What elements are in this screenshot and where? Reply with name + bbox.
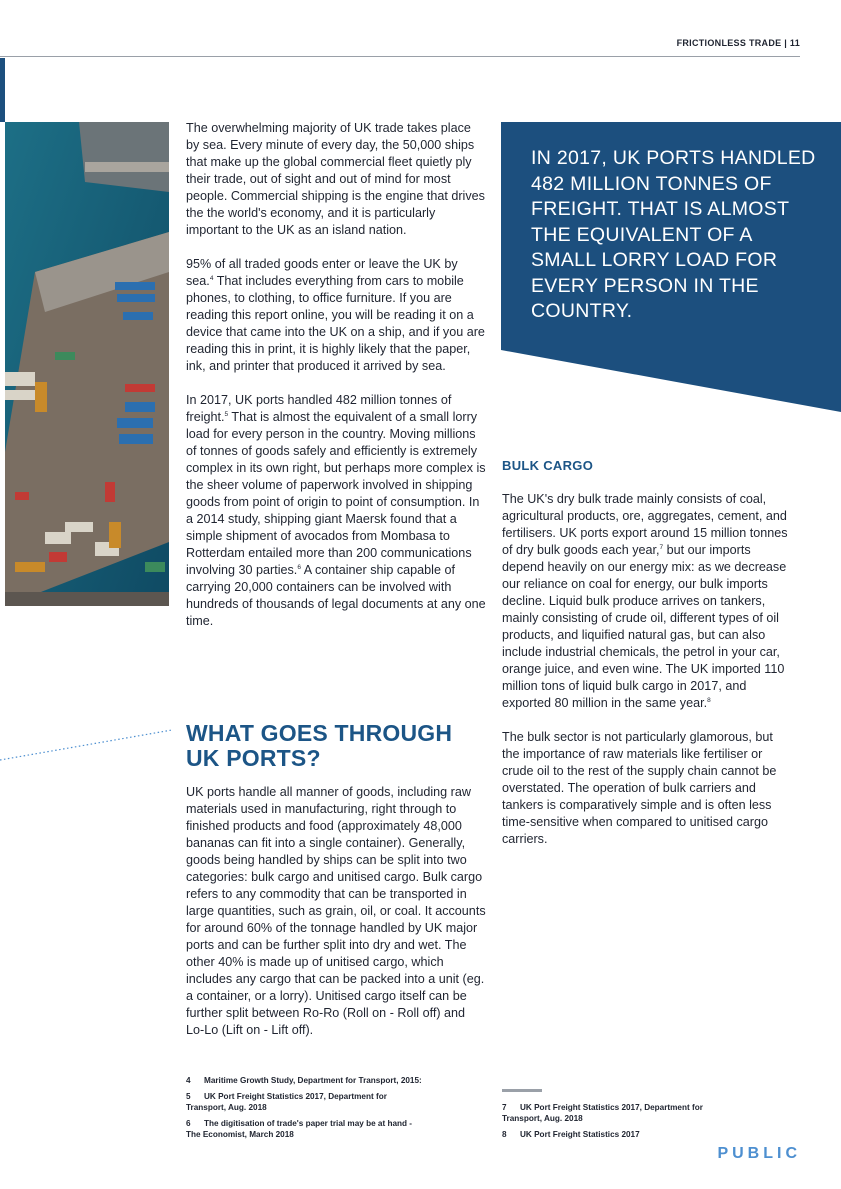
intro-column [186, 120, 486, 647]
classification-label: PUBLIC [717, 1145, 801, 1162]
bulk-column [502, 491, 792, 865]
footnote-6: 6 The digitisation of trade's paper trial may be at hand - The Economist, March 2018 [186, 1119, 413, 1139]
ports-paragraph: UK ports handle all manner of goods, including raw materials used in manufacturing, right through to finished products and food (approximately 48,000 bananas can fit into a single container). Generally, goods being handled by ships can be split into two categories: bulk cargo and unitised cargo. Bulk cargo refers to any commodity that can be transported in large quantities, such as grain, oil, or coal. It accounts for around 60% of the tonnage handled by UK major ports and can be further split into dry and wet. The other 40% is made up of unitised cargo, which includes any cargo that can be packed into a unit (eg. a container, or a lorry). Unitised cargo itself can be further split between Ro-Ro (Roll on - Roll off) and Lo-Lo (Lift on - Lift off). [186, 785, 486, 1037]
footnote-5: 5 UK Port Freight Statistics 2017, Department for Transport, Aug. 2018 [186, 1092, 387, 1112]
port-aerial-photo [5, 122, 169, 606]
accent-bar [0, 58, 5, 122]
running-header: FRICTIONLESS TRADE | 11 [676, 38, 800, 48]
ports-column [186, 784, 486, 1056]
dotted-decoration [0, 728, 172, 762]
footnote-rule [502, 1089, 542, 1092]
dry-bulk-paragraph: The UK's dry bulk trade mainly consists of coal, agricultural products, ore, aggregates, cement, and fertilisers. UK ports export around 15 million tonnes of dry bulk goods each year,$^7$ but our imports depend heavily on our energy mix: as we decrease our reliance on coal for energy, our bulk imports decline. Liquid bulk produce arrives on tankers, mainly consisting of crude oil, different types of oil products, and liquified natural gas, but can also include industrial chemicals, the petrol in your car, orange juice, and even wine. The UK imported 110 million tons of liquid bulk cargo in 2017, and exported 80 million in the same year.$^8$ [502, 492, 788, 710]
header-rule [0, 56, 800, 57]
section-heading: WHAT GOES THROUGH UK PORTS? [186, 720, 453, 771]
footnote-7: 7 UK Port Freight Statistics 2017, Department for Transport, Aug. 2018 [502, 1103, 703, 1123]
intro-paragraph: The overwhelming majority of UK trade takes place by sea. Every minute of every day, the 50,000 ships that make up the global commercial fleet quietly ply their trade, out of sight and out of mind for most people. Commercial shipping is the engine that drives the the world's economy, and it is particularly important to the UK as an island nation. [186, 121, 485, 237]
footnote-4: 4 Maritime Growth Study, Department for Transport, 2015: [186, 1076, 422, 1085]
freight-paragraph: In 2017, UK ports handled 482 million tonnes of freight.$^5$ That is almost the equivalent of a small lorry load for every person in the country. Moving millions of tonnes of goods safely and efficiently is extremely complex in its own right, but perhaps more complex is the sheer volume of paperwork involved in shipping goods from point of origin to point of consumption. In a 2014 study, shipping giant Maersk found that a simple shipment of avocados from Mombasa to Rotterdam entailed more than 200 communications involving 30 parties.$^6$ A container ship capable of carrying 20,000 containers can be involved with hundreds of thousands of legal documents at any one time. [186, 393, 486, 628]
sea-trade-paragraph: 95% of all traded goods enter or leave the UK by sea.$^4$ That includes everything from cars to mobile phones, to clothing, to office furniture. If you are reading this report online, you will be reading it on a device that came into the UK on a ship, and if you are reading this in print, it is highly likely that the paper, ink, and printer that produced it arrived by sea. [186, 257, 485, 373]
footnote-8: 8 UK Port Freight Statistics 2017 [502, 1130, 640, 1139]
bulk-cargo-heading: BULK CARGO [502, 458, 594, 473]
bulk-sector-paragraph: The bulk sector is not particularly glamorous, but the importance of raw materials like fertiliser or crude oil to the rest of the supply chain cannot be overstated. The operation of bulk carriers and tankers is comparatively simple and is often less time-sensitive when compared to unitised cargo carriers. [502, 730, 777, 846]
callout-quote: IN 2017, UK PORTS HANDLED 482 MILLION TONNES OF FREIGHT. THAT IS ALMOST THE EQUIVALENT OF A SMALL LORRY LOAD FOR EVERY PERSON IN THE COUNTRY. [531, 147, 816, 322]
